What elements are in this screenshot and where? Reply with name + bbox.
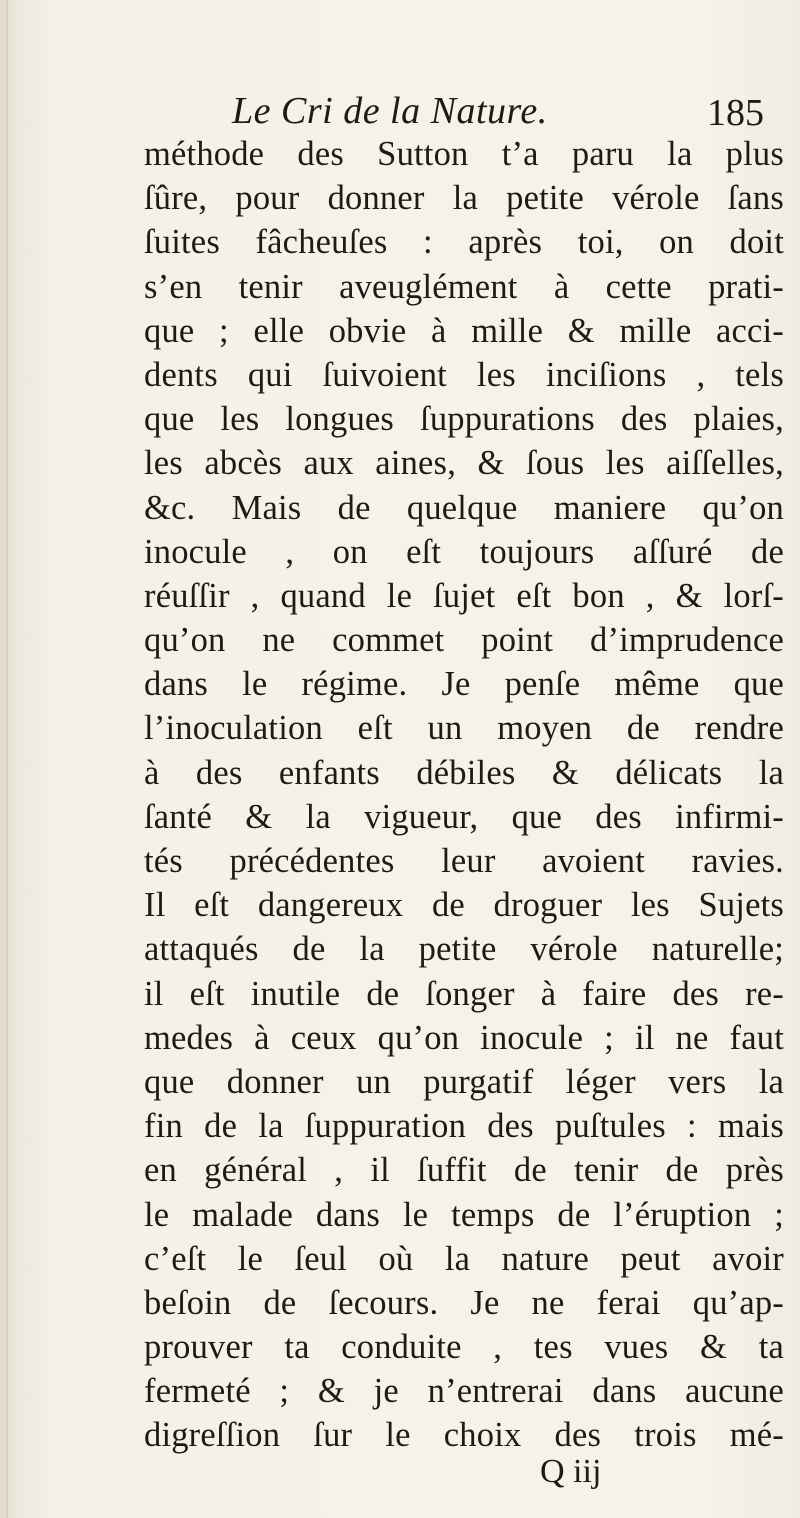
text-line: en général , il ſuffit de tenir de près — [144, 1151, 784, 1190]
text-line: fermeté ; & je n’entrerai dans aucune — [144, 1372, 784, 1411]
text-line: les abcès aux aines, & ſous les aiſſelles, — [144, 444, 784, 483]
body-text — [144, 132, 784, 1458]
text-line: fin de la ſuppuration des puſtules : mais — [144, 1107, 784, 1146]
signature-mark: Q iij — [540, 1453, 602, 1490]
text-line: s’en tenir aveuglément à cette prati- — [144, 267, 784, 306]
text-line: dans le régime. Je penſe même que — [144, 665, 784, 704]
text-line: tés précédentes leur avoient ravies. — [144, 842, 784, 880]
text-line: à des enfants débiles & délicats la — [144, 753, 784, 792]
text-line: que ; elle obvie à mille & mille acci- — [144, 311, 784, 350]
text-line: medes à ceux qu’on inocule ; il ne faut — [144, 1018, 784, 1057]
text-line: dents qui ſuivoient les inciſions , tels — [144, 355, 784, 394]
text-line: ſûre, pour donner la petite vérole ſans — [144, 179, 784, 218]
text-line: le malade dans le temps de l’éruption ; — [144, 1195, 784, 1234]
text-line: &c. Mais de quelque maniere qu’on — [144, 488, 784, 527]
running-head — [0, 86, 800, 136]
running-head-title: Le Cri de la Nature. — [232, 90, 548, 132]
text-line: digreſſion ſur le choix des trois mé- — [144, 1416, 784, 1455]
text-line: il eſt inutile de ſonger à faire des re- — [144, 974, 784, 1013]
text-line: prouver ta conduite , tes vues & ta — [144, 1328, 784, 1367]
text-line: que les longues ſuppurations des plaies, — [144, 400, 784, 439]
text-line: beſoin de ſecours. Je ne ferai qu’ap- — [144, 1283, 784, 1322]
text-line: l’inoculation eſt un moyen de rendre — [144, 709, 784, 748]
text-line: c’eſt le ſeul où la nature peut avoir — [144, 1239, 784, 1278]
text-line: qu’on ne commet point d’imprudence — [144, 621, 784, 660]
page-gutter — [6, 0, 8, 1518]
text-line: méthode des Sutton t’a paru la plus — [144, 135, 784, 173]
text-line: attaqués de la petite vérole naturelle; — [144, 930, 784, 969]
text-line: Il eſt dangereux de droguer les Sujets — [144, 886, 784, 925]
page-number: 185 — [707, 92, 764, 134]
text-line: réuſſir , quand le ſujet eſt bon , & lorſ- — [144, 576, 784, 615]
text-line: inocule , on eſt toujours aſſuré de — [144, 532, 784, 571]
text-line: ſanté & la vigueur, que des infirmi- — [144, 797, 784, 836]
text-line: que donner un purgatif léger vers la — [144, 1062, 784, 1101]
text-line: ſuites fâcheuſes : après toi, on doit — [144, 223, 784, 262]
